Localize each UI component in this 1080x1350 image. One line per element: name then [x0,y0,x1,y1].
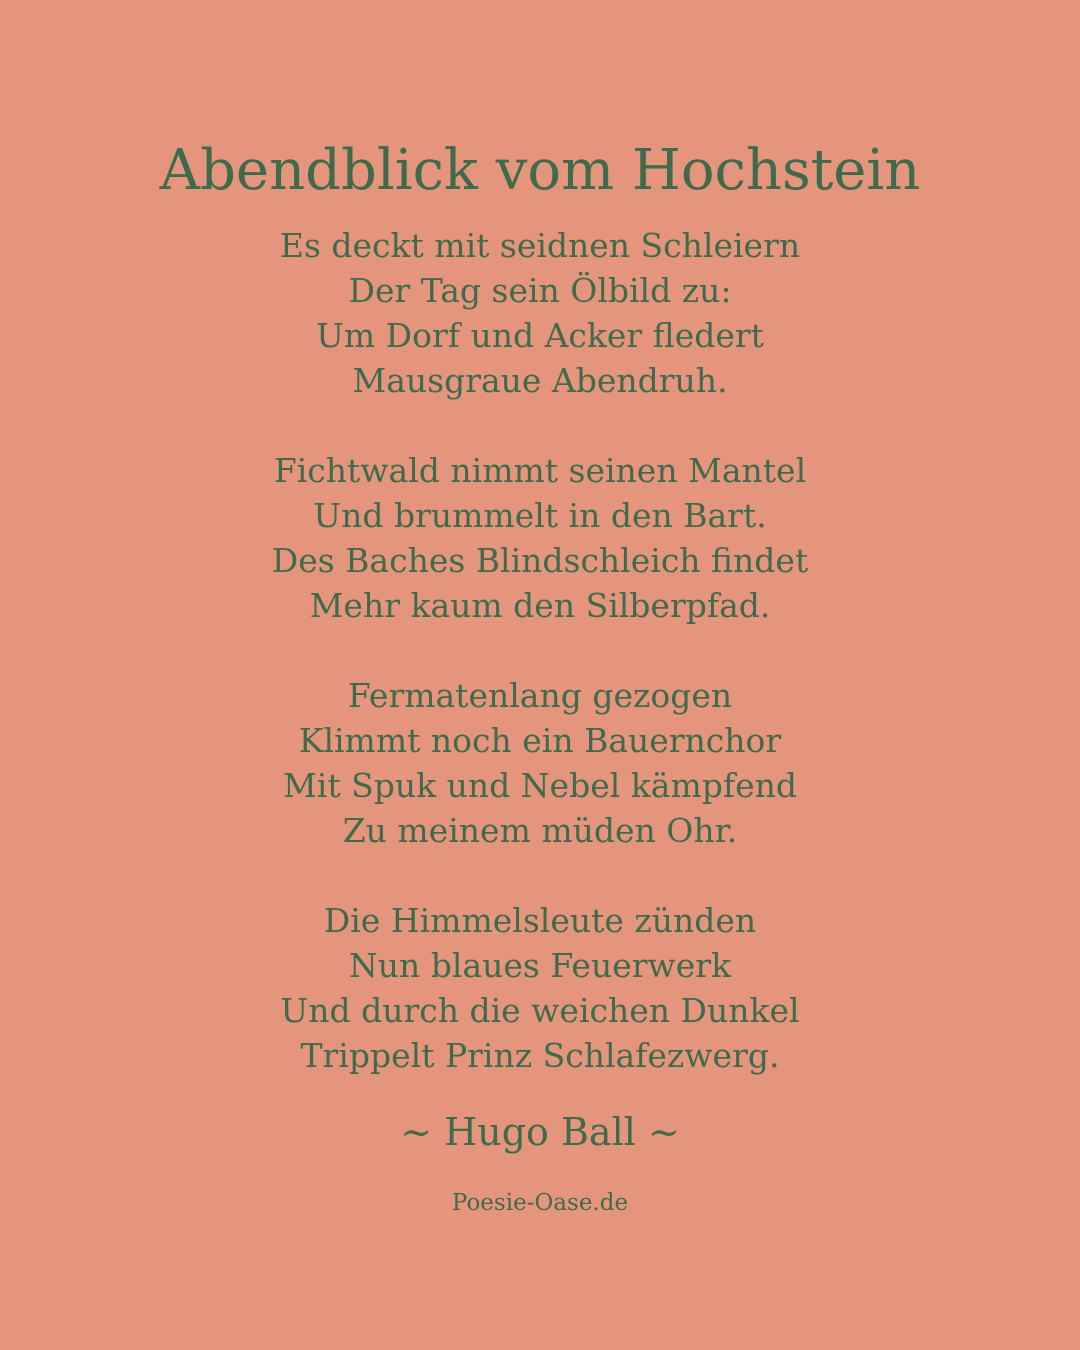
poem-line: Und brummelt in den Bart. [313,496,767,535]
stanza-2 [0,448,1080,628]
poem-line: Trippelt Prinz Schlafezwerg. [300,1036,780,1075]
poem-line: Klimmt noch ein Bauernchor [298,721,782,760]
stanza-4 [0,898,1080,1078]
poem-line: Die Himmelsleute zünden [323,901,757,940]
stanza-1 [0,223,1080,403]
stanza-3 [0,673,1080,853]
poem-line: Fichtwald nimmt seinen Mantel [273,451,807,490]
poem-line: Und durch die weichen Dunkel [280,991,800,1030]
poem-title: Abendblick vom Hochstein [159,138,921,203]
poem-line: Um Dorf und Acker fledert [316,316,764,355]
poem-line: Zu meinem müden Ohr. [342,811,738,850]
poem-line: Fermatenlang gezogen [347,676,733,715]
source-website: Poesie-Oase.de [451,1190,629,1216]
poem-author: ~ Hugo Ball ~ [400,1110,680,1154]
poem-line: Mehr kaum den Silberpfad. [309,586,771,625]
poem-line: Mausgraue Abendruh. [352,361,728,400]
poem-body [0,223,1080,1123]
poem-line: Es deckt mit seidnen Schleiern [279,226,801,265]
poem-line: Nun blaues Feuerwerk [348,946,732,985]
poem-line: Des Baches Blindschleich findet [271,541,809,580]
poem-line: Der Tag sein Ölbild zu: [348,271,732,310]
poem-line: Mit Spuk und Nebel kämpfend [283,766,797,805]
